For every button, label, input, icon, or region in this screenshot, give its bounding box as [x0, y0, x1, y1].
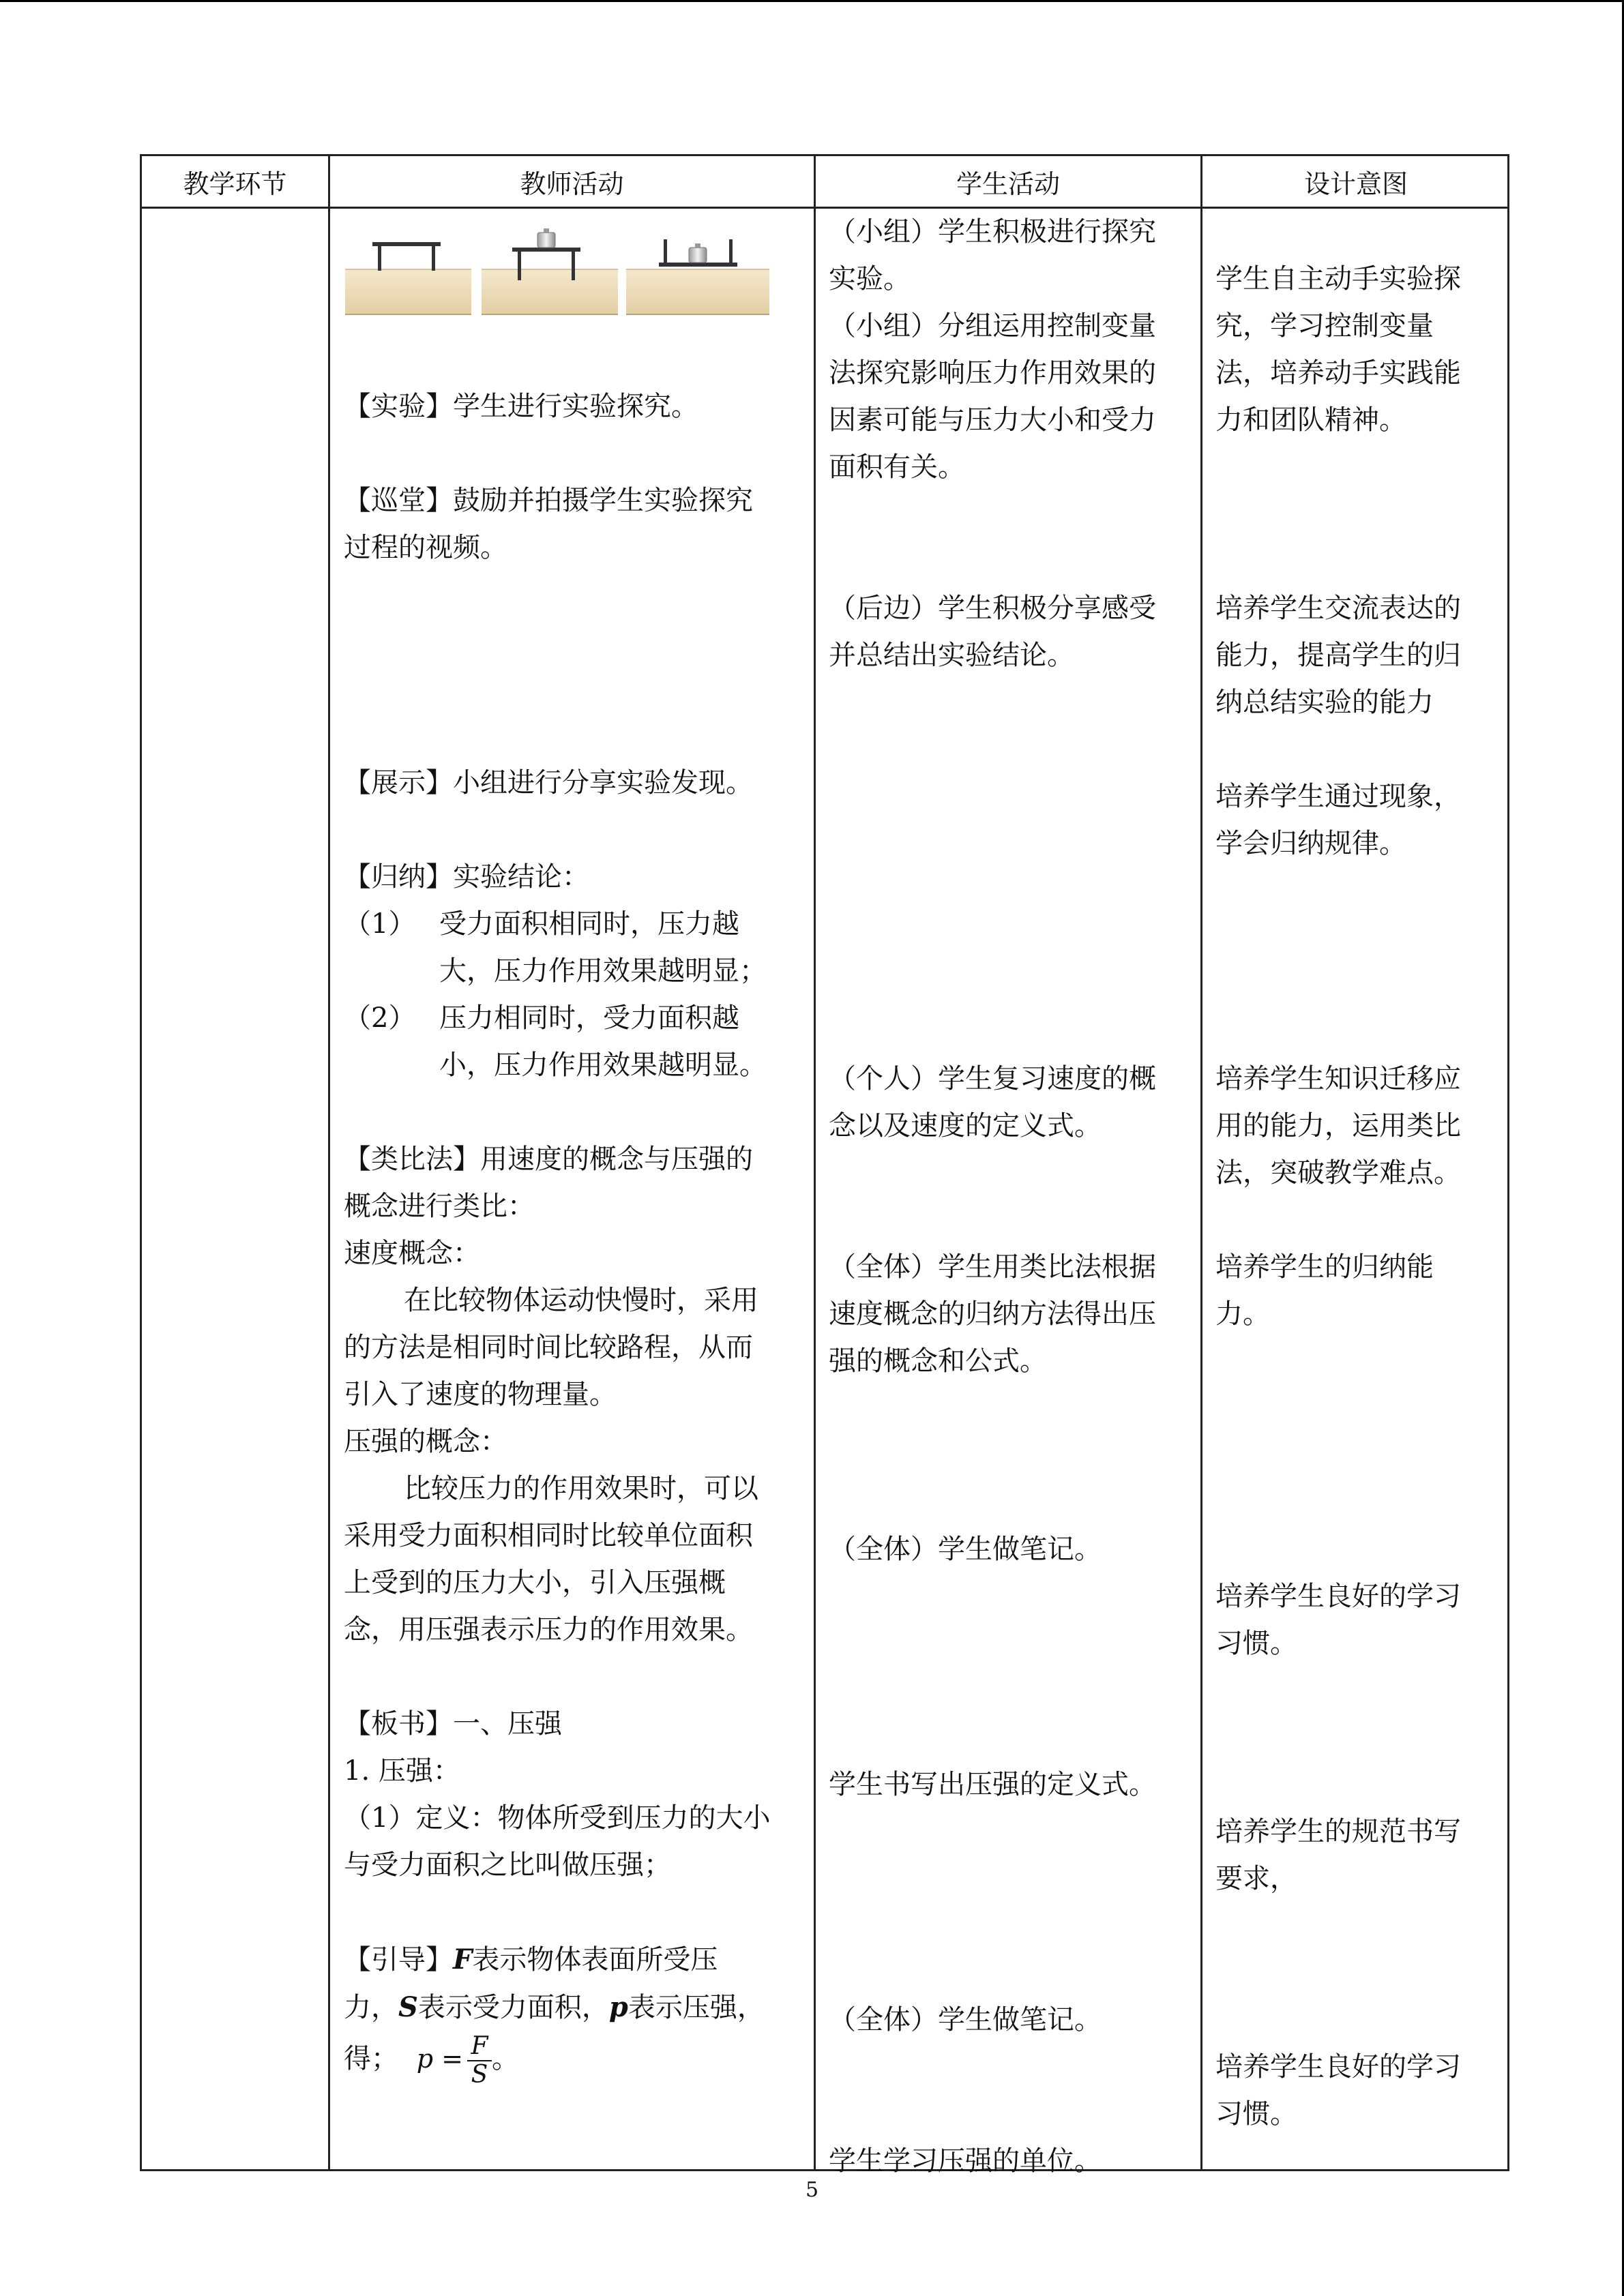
formula-line [344, 2031, 814, 2089]
panel-inverted-table-with-weight [626, 239, 769, 314]
header-student-activity: 学生活动 [956, 168, 1060, 199]
student-line: （小组）分组运用控制变量 [829, 310, 1156, 342]
intent-line: 培养学生交流表达的 [1215, 593, 1461, 624]
symbol-p: p [608, 1991, 628, 2023]
intent-line: 法，突破教学难点。 [1215, 1157, 1461, 1189]
conclusion-item [344, 901, 814, 995]
symbol-F: F [453, 1943, 473, 1976]
intent-line: 究，学习控制变量 [1215, 310, 1434, 342]
student-line: 法探究影响压力作用效果的 [829, 357, 1156, 389]
formula-lhs: p = [416, 2044, 463, 2074]
student-line: （全体）学生做笔记。 [829, 2004, 1102, 2036]
header-divider [142, 207, 1507, 209]
teacher-activity-cell [344, 383, 814, 2089]
conclusion-text: 受力面积相同时，压力越 [439, 908, 739, 940]
student-line: （全体）学生用类比法根据 [829, 1251, 1156, 1283]
conclusion-text: 压力相同时，受力面积越 [439, 1002, 739, 1034]
guide-line [344, 1936, 814, 1984]
conclusion-number: （1） [344, 908, 416, 940]
intent-line: 学会归纳规律。 [1215, 828, 1406, 859]
student-line: 学生书写出压强的定义式。 [829, 1769, 1156, 1800]
speed-text: 在比较物体运动快慢时，采用 [404, 1285, 758, 1316]
intent-line: 习惯。 [1215, 1628, 1297, 1659]
student-activity-cell [829, 209, 1211, 2185]
experiment-illustration [338, 228, 775, 320]
guide-label: 【引导】 [344, 1944, 453, 1976]
student-line: 强的概念和公式。 [829, 1345, 1047, 1377]
student-line: 学生学习压强的单位。 [829, 2145, 1102, 2177]
conclusion-text: 大，压力作用效果越明显； [439, 955, 767, 987]
page-top-border [0, 0, 1624, 2]
patrol-line: 【巡堂】鼓励并拍摄学生实验探究 [344, 485, 753, 516]
pressure-text: 采用受力面积相同时比较单位面积 [344, 1520, 753, 1551]
guide-text: 表示物体表面所受压 [472, 1944, 718, 1976]
definition-line: 与受力面积之比叫做压强； [344, 1849, 671, 1881]
header-teacher-activity: 教师活动 [520, 168, 624, 199]
symbol-S: S [398, 1991, 418, 2023]
intent-line: 培养学生通过现象， [1215, 781, 1461, 812]
board-line: 【板书】一、压强 [344, 1708, 562, 1740]
student-line: 念以及速度的定义式。 [829, 1110, 1102, 1142]
pressure-title: 压强的概念： [344, 1426, 507, 1457]
guide-text: 表示受力面积， [417, 1992, 609, 2023]
student-line: 速度概念的归纳方法得出压 [829, 1298, 1156, 1330]
formula-numerator: F [471, 2032, 488, 2060]
patrol-line: 过程的视频。 [344, 532, 507, 563]
intent-line: 学生自主动手实验探 [1215, 263, 1461, 295]
conclusion-text: 小，压力作用效果越明显。 [439, 1049, 767, 1081]
guide-text: 力， [344, 1992, 398, 2023]
intent-line: 培养学生知识迁移应 [1215, 1063, 1461, 1094]
speed-title: 速度概念： [344, 1238, 480, 1269]
board-line: 1. 压强： [344, 1755, 460, 1787]
formula-fraction [467, 2033, 492, 2089]
formula-end: 。 [491, 2043, 519, 2074]
pressure-text: 比较压力的作用效果时，可以 [404, 1473, 758, 1504]
column-divider [328, 156, 330, 2169]
definition-line: （1）定义：物体所受到压力的大小 [344, 1802, 771, 1834]
conclusion-item [344, 995, 814, 1089]
panel-table-with-weight [482, 228, 618, 314]
intent-line: 习惯。 [1215, 2098, 1297, 2130]
analogy-line: 【类比法】用速度的概念与压强的 [344, 1144, 753, 1175]
header-teaching-stage: 教学环节 [183, 168, 287, 199]
pressure-text: 上受到的压力大小，引入压强概 [344, 1567, 726, 1598]
experiment-line: 【实验】学生进行实验探究。 [344, 391, 698, 422]
guide-line [344, 1984, 814, 2031]
intent-line: 培养学生的规范书写 [1215, 1816, 1461, 1847]
intent-line: 培养学生良好的学习 [1215, 1581, 1461, 1612]
guide-text: 表示压强， [628, 1992, 765, 2023]
intent-line: 培养学生的归纳能 [1215, 1251, 1434, 1283]
design-intent-cell [1215, 256, 1502, 2138]
panel-table-on-sand [345, 242, 471, 314]
intent-line: 要求， [1215, 1863, 1297, 1894]
intent-line: 用的能力，运用类比 [1215, 1110, 1461, 1142]
summary-line: 【归纳】实验结论： [344, 861, 589, 893]
speed-text: 引入了速度的物理量。 [344, 1379, 617, 1410]
student-line: （全体）学生做笔记。 [829, 1534, 1102, 1565]
student-line: 面积有关。 [829, 451, 965, 483]
formula-prefix: 得； [344, 2043, 398, 2074]
student-line: （小组）学生积极进行探究 [829, 216, 1156, 248]
intent-line: 力。 [1215, 1298, 1270, 1330]
analogy-line: 概念进行类比： [344, 1191, 535, 1222]
formula-denominator: S [471, 2061, 488, 2089]
student-line: 因素可能与压力大小和受力 [829, 404, 1156, 436]
student-line: （个人）学生复习速度的概 [829, 1063, 1156, 1094]
intent-line: 培养学生良好的学习 [1215, 2051, 1461, 2083]
intent-line: 能力，提高学生的归 [1215, 640, 1461, 671]
header-design-intent: 设计意图 [1303, 168, 1408, 199]
page-number: 5 [805, 2178, 819, 2202]
show-line: 【展示】小组进行分享实验发现。 [344, 767, 753, 799]
student-line: 并总结出实验结论。 [829, 640, 1074, 671]
student-line: （后边）学生积极分享感受 [829, 593, 1156, 624]
pressure-text: 念，用压强表示压力的作用效果。 [344, 1614, 753, 1645]
intent-line: 力和团队精神。 [1215, 404, 1406, 436]
conclusion-number: （2） [344, 1002, 416, 1034]
intent-line: 法，培养动手实践能 [1215, 357, 1461, 389]
student-line: 实验。 [829, 263, 911, 295]
speed-text: 的方法是相同时间比较路程，从而 [344, 1332, 753, 1363]
intent-line: 纳总结实验的能力 [1215, 687, 1434, 718]
